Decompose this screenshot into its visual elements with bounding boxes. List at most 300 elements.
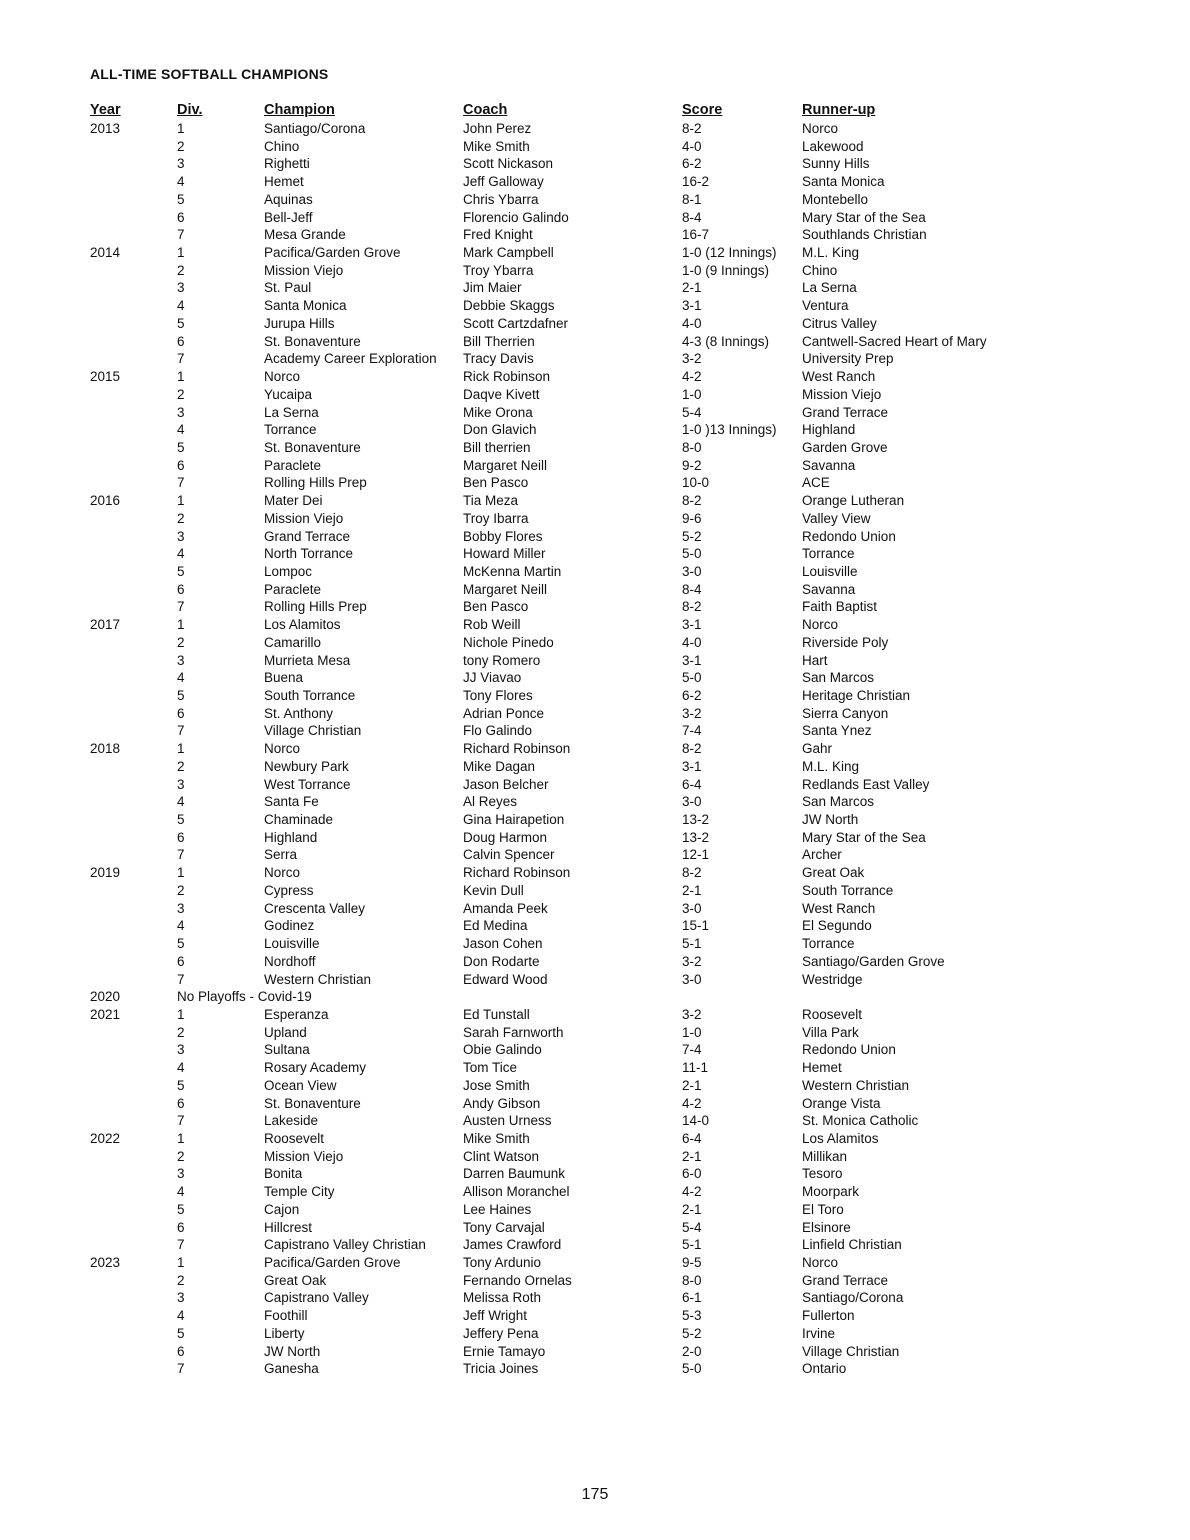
cell-runner-up: ACE <box>802 475 830 491</box>
cell-coach: Richard Robinson <box>463 741 571 757</box>
cell-score: 1-0 <box>682 1024 702 1040</box>
cell-coach: Ernie Tamayo <box>463 1343 546 1359</box>
table-row <box>90 262 1110 280</box>
cell-score: 8-1 <box>682 191 702 207</box>
cell-div: 5 <box>177 191 185 207</box>
cell-coach: Margaret Neill <box>463 581 548 597</box>
cell-champion: Jurupa Hills <box>264 315 335 331</box>
cell-score: 3-1 <box>682 617 702 633</box>
cell-div: 7 <box>177 1361 185 1377</box>
cell-coach: Mike Smith <box>463 1130 530 1146</box>
cell-champion: Rolling Hills Prep <box>264 599 367 615</box>
cell-div: 2 <box>177 1148 185 1164</box>
cell-score: 5-0 <box>682 670 702 686</box>
table-row <box>90 722 1110 740</box>
cell-coach: Edward Wood <box>463 971 548 987</box>
cell-div: 1 <box>177 741 185 757</box>
table-row <box>90 244 1110 262</box>
table-row <box>90 1289 1110 1307</box>
cell-div: 3 <box>177 1166 185 1182</box>
cell-score: 9-6 <box>682 510 702 526</box>
table-row <box>90 120 1110 138</box>
table-row <box>90 864 1110 882</box>
cell-div: 1 <box>177 493 185 509</box>
cell-score: 1-0 (12 Innings) <box>682 245 777 261</box>
cell-runner-up: Savanna <box>802 457 856 473</box>
cell-champion: Mission Viejo <box>264 1148 344 1164</box>
cell-score: 3-0 <box>682 794 702 810</box>
cell-score: 6-0 <box>682 1166 702 1182</box>
cell-runner-up: South Torrance <box>802 882 894 898</box>
cell-runner-up: Lakewood <box>802 138 864 154</box>
cell-score: 8-2 <box>682 741 702 757</box>
cell-div: 3 <box>177 1042 185 1058</box>
table-row <box>90 581 1110 599</box>
cell-score: 3-0 <box>682 563 702 579</box>
cell-div: 7 <box>177 1237 185 1253</box>
cell-score: 8-0 <box>682 439 702 455</box>
cell-coach: Howard Miller <box>463 546 546 562</box>
cell-runner-up: Mary Star of the Sea <box>802 209 926 225</box>
cell-div: 4 <box>177 1060 185 1076</box>
cell-year: 2015 <box>90 369 121 385</box>
cell-div: 2 <box>177 262 185 278</box>
cell-div: 2 <box>177 138 185 154</box>
cell-runner-up: Valley View <box>802 510 871 526</box>
cell-runner-up: M.L. King <box>802 758 860 774</box>
table-row <box>90 829 1110 847</box>
cell-champion: Norco <box>264 369 301 385</box>
cell-coach: Mike Dagan <box>463 758 536 774</box>
cell-year: 2017 <box>90 617 121 633</box>
cell-year: 2018 <box>90 741 121 757</box>
cell-champion: Western Christian <box>264 971 372 987</box>
cell-runner-up: Hemet <box>802 1060 842 1076</box>
cell-div: 5 <box>177 315 185 331</box>
cell-champion: Righetti <box>264 156 310 172</box>
cell-champion: Chaminade <box>264 812 334 828</box>
cell-runner-up: Sierra Canyon <box>802 705 889 721</box>
cell-coach: Lee Haines <box>463 1201 532 1217</box>
cell-coach: Kevin Dull <box>463 882 524 898</box>
cell-runner-up: Santiago/Corona <box>802 1290 904 1306</box>
cell-score: 1-0 <box>682 386 702 402</box>
cell-runner-up: M.L. King <box>802 245 860 261</box>
cell-div: 5 <box>177 1325 185 1341</box>
cell-champion: Capistrano Valley <box>264 1290 369 1306</box>
table-row <box>90 1059 1110 1077</box>
cell-year: 2022 <box>90 1130 121 1146</box>
cell-champion: Grand Terrace <box>264 528 351 544</box>
cell-coach: Ed Tunstall <box>463 1006 530 1022</box>
cell-div: No Playoffs - Covid-19 <box>177 989 312 1005</box>
table-row <box>90 971 1110 989</box>
cell-runner-up: Redondo Union <box>802 528 896 544</box>
cell-coach: Florencio Galindo <box>463 209 569 225</box>
table-row <box>90 350 1110 368</box>
cell-runner-up: Redondo Union <box>802 1042 896 1058</box>
table-row <box>90 935 1110 953</box>
table-row <box>90 953 1110 971</box>
cell-div: 5 <box>177 936 185 952</box>
cell-score: 1-0 (9 Innings) <box>682 262 770 278</box>
cell-champion: Hemet <box>264 174 304 190</box>
cell-coach: McKenna Martin <box>463 563 562 579</box>
cell-champion: Capistrano Valley Christian <box>264 1237 426 1253</box>
cell-div: 3 <box>177 280 185 296</box>
cell-champion: Great Oak <box>264 1272 327 1288</box>
table-row <box>90 439 1110 457</box>
cell-champion: Paraclete <box>264 581 322 597</box>
cell-score: 5-0 <box>682 546 702 562</box>
table-row <box>90 846 1110 864</box>
cell-div: 6 <box>177 457 185 473</box>
cell-score: 4-0 <box>682 315 702 331</box>
table-row <box>90 634 1110 652</box>
table-row <box>90 1219 1110 1237</box>
cell-champion: St. Bonaventure <box>264 333 361 349</box>
cell-runner-up: Redlands East Valley <box>802 776 930 792</box>
cell-runner-up: Ontario <box>802 1361 847 1377</box>
cell-div: 7 <box>177 227 185 243</box>
cell-runner-up: Santa Ynez <box>802 723 872 739</box>
cell-score: 13-2 <box>682 829 710 845</box>
table-row <box>90 1183 1110 1201</box>
cell-score: 3-2 <box>682 1006 702 1022</box>
cell-runner-up: Faith Baptist <box>802 599 878 615</box>
header-div: Div. <box>177 102 203 118</box>
cell-runner-up: Norco <box>802 121 839 136</box>
cell-runner-up: West Ranch <box>802 900 876 916</box>
table-row <box>90 669 1110 687</box>
cell-div: 1 <box>177 1255 185 1270</box>
table-row <box>90 1024 1110 1042</box>
cell-champion: Murrieta Mesa <box>264 652 351 668</box>
cell-score: 6-4 <box>682 776 702 792</box>
cell-runner-up: Citrus Valley <box>802 315 877 331</box>
cell-runner-up: Grand Terrace <box>802 1272 889 1288</box>
cell-div: 5 <box>177 688 185 703</box>
table-row <box>90 917 1110 935</box>
cell-score: 4-2 <box>682 369 702 385</box>
cell-runner-up: Los Alamitos <box>802 1130 879 1146</box>
table-row <box>90 155 1110 173</box>
table-row <box>90 1041 1110 1059</box>
cell-champion: Torrance <box>264 422 317 438</box>
table-row <box>90 598 1110 616</box>
cell-score: 8-4 <box>682 209 702 225</box>
cell-champion: Roosevelt <box>264 1130 325 1146</box>
cell-champion: Liberty <box>264 1325 305 1341</box>
cell-div: 6 <box>177 705 185 721</box>
cell-champion: Mater Dei <box>264 493 323 509</box>
cell-champion: Ocean View <box>264 1077 337 1093</box>
cell-coach: Rick Robinson <box>463 369 551 385</box>
cell-year: 2021 <box>90 1006 121 1022</box>
table-row <box>90 900 1110 918</box>
table-row <box>90 687 1110 705</box>
table-row <box>90 279 1110 297</box>
table-header <box>90 101 1110 120</box>
cell-champion: North Torrance <box>264 546 354 562</box>
cell-score: 1-0 )13 Innings) <box>682 422 777 438</box>
cell-runner-up: Savanna <box>802 581 856 597</box>
cell-div: 7 <box>177 351 185 367</box>
cell-score: 2-1 <box>682 280 702 296</box>
cell-score: 3-1 <box>682 758 702 774</box>
cell-score: 12-1 <box>682 847 710 863</box>
table-row <box>90 1254 1110 1272</box>
cell-div: 7 <box>177 475 185 491</box>
cell-div: 7 <box>177 599 185 615</box>
cell-runner-up: Orange Vista <box>802 1095 881 1111</box>
cell-coach: Sarah Farnworth <box>463 1024 564 1040</box>
table-row <box>90 1165 1110 1183</box>
cell-div: 1 <box>177 617 185 633</box>
cell-coach: Jeff Wright <box>463 1308 528 1324</box>
cell-coach: Rob Weill <box>463 617 521 633</box>
cell-runner-up: La Serna <box>802 280 857 296</box>
cell-score: 3-1 <box>682 652 702 668</box>
cell-coach: Allison Moranchel <box>463 1184 570 1200</box>
cell-champion: St. Bonaventure <box>264 439 361 455</box>
cell-div: 2 <box>177 510 185 526</box>
cell-div: 3 <box>177 776 185 792</box>
table-row <box>90 1325 1110 1343</box>
cell-champion: Rolling Hills Prep <box>264 475 367 491</box>
cell-champion: Sultana <box>264 1042 310 1058</box>
cell-div: 3 <box>177 156 185 172</box>
cell-div: 3 <box>177 1290 185 1306</box>
cell-div: 4 <box>177 1308 185 1324</box>
table-row <box>90 386 1110 404</box>
cell-runner-up: Hart <box>802 652 828 668</box>
cell-coach: Troy Ibarra <box>463 510 529 526</box>
cell-coach: Tony Carvajal <box>463 1219 545 1235</box>
cell-champion: Mission Viejo <box>264 510 344 526</box>
cell-div: 4 <box>177 918 185 934</box>
cell-champion: Yucaipa <box>264 386 313 402</box>
table-row <box>90 1095 1110 1113</box>
cell-div: 4 <box>177 1184 185 1200</box>
table-row <box>90 776 1110 794</box>
cell-coach: Bobby Flores <box>463 528 543 544</box>
table-row <box>90 315 1110 333</box>
header-runner-up: Runner-up <box>802 102 876 118</box>
cell-score: 3-2 <box>682 351 702 367</box>
cell-coach: Flo Galindo <box>463 723 533 739</box>
cell-coach: Scott Cartzdafner <box>463 315 569 331</box>
cell-runner-up: Linfield Christian <box>802 1237 902 1253</box>
table-row <box>90 421 1110 439</box>
cell-champion: Bell-Jeff <box>264 209 313 225</box>
cell-score: 6-1 <box>682 1290 702 1306</box>
cell-div: 5 <box>177 439 185 455</box>
cell-runner-up: Louisville <box>802 563 858 579</box>
cell-score: 8-0 <box>682 1272 702 1288</box>
cell-div: 3 <box>177 404 185 420</box>
cell-champion: Rosary Academy <box>264 1060 367 1076</box>
cell-score: 3-2 <box>682 953 702 969</box>
cell-champion: Lompoc <box>264 563 313 579</box>
table-row <box>90 173 1110 191</box>
cell-champion: Los Alamitos <box>264 617 341 633</box>
cell-runner-up: Garden Grove <box>802 439 888 455</box>
cell-coach: Tia Meza <box>463 493 519 509</box>
cell-champion: Norco <box>264 741 301 757</box>
cell-runner-up: Norco <box>802 617 839 633</box>
cell-score: 8-2 <box>682 865 702 881</box>
cell-coach: Ben Pasco <box>463 475 529 491</box>
cell-coach: Jeff Galloway <box>463 174 544 190</box>
cell-year: 2019 <box>90 865 121 881</box>
cell-coach: Daqve Kivett <box>463 386 540 402</box>
cell-champion: Hillcrest <box>264 1219 313 1235</box>
cell-div: 6 <box>177 829 185 845</box>
table-row <box>90 705 1110 723</box>
cell-champion: Highland <box>264 829 318 845</box>
cell-coach: Tom Tice <box>463 1060 518 1076</box>
cell-coach: Chris Ybarra <box>463 191 539 207</box>
cell-score: 10-0 <box>682 475 710 491</box>
cell-champion: Bonita <box>264 1166 303 1182</box>
cell-champion: Foothill <box>264 1308 308 1324</box>
cell-runner-up: Tesoro <box>802 1166 843 1182</box>
header-coach: Coach <box>463 102 508 118</box>
cell-runner-up: Western Christian <box>802 1077 910 1093</box>
cell-score: 4-2 <box>682 1184 702 1200</box>
cell-div: 6 <box>177 1343 185 1359</box>
cell-runner-up: Cantwell-Sacred Heart of Mary <box>802 333 987 349</box>
cell-score: 5-1 <box>682 936 702 952</box>
table-row <box>90 368 1110 386</box>
cell-coach: James Crawford <box>463 1237 562 1253</box>
cell-runner-up: Torrance <box>802 546 855 562</box>
cell-score: 5-2 <box>682 528 702 544</box>
table-row <box>90 793 1110 811</box>
cell-coach: Jeffery Pena <box>463 1325 539 1341</box>
cell-champion: West Torrance <box>264 776 351 792</box>
cell-champion: Santa Monica <box>264 298 347 314</box>
page-title: ALL-TIME SOFTBALL CHAMPIONS <box>90 66 329 82</box>
cell-coach: JJ Viavao <box>463 670 522 686</box>
cell-coach: Ben Pasco <box>463 599 529 615</box>
cell-score: 6-2 <box>682 688 702 703</box>
cell-champion: Buena <box>264 670 304 686</box>
cell-coach: Clint Watson <box>463 1148 540 1164</box>
cell-coach: Obie Galindo <box>463 1042 542 1058</box>
cell-champion: Godinez <box>264 918 315 934</box>
cell-div: 7 <box>177 847 185 863</box>
cell-score: 13-2 <box>682 812 710 828</box>
cell-runner-up: El Segundo <box>802 918 872 934</box>
cell-div: 6 <box>177 209 185 225</box>
cell-coach: Margaret Neill <box>463 457 548 473</box>
table-row <box>90 474 1110 492</box>
cell-div: 4 <box>177 298 185 314</box>
cell-div: 4 <box>177 422 185 438</box>
table-row <box>90 1236 1110 1254</box>
table-row <box>90 1077 1110 1095</box>
table-row <box>90 138 1110 156</box>
cell-score: 7-4 <box>682 1042 702 1058</box>
cell-score: 5-3 <box>682 1308 702 1324</box>
cell-div: 7 <box>177 971 185 987</box>
cell-div: 2 <box>177 758 185 774</box>
cell-score: 14-0 <box>682 1113 710 1129</box>
cell-score: 9-5 <box>682 1255 702 1270</box>
cell-div: 5 <box>177 1201 185 1217</box>
cell-champion: Upland <box>264 1024 307 1040</box>
cell-score: 8-2 <box>682 121 702 136</box>
cell-score: 3-2 <box>682 705 702 721</box>
table-row <box>90 404 1110 422</box>
cell-div: 2 <box>177 882 185 898</box>
cell-score: 5-4 <box>682 1219 702 1235</box>
cell-champion: La Serna <box>264 404 319 420</box>
cell-score: 2-1 <box>682 882 702 898</box>
cell-year: 2014 <box>90 245 121 261</box>
cell-score: 9-2 <box>682 457 702 473</box>
header-score: Score <box>682 102 723 118</box>
cell-score: 4-3 (8 Innings) <box>682 333 770 349</box>
cell-runner-up: Montebello <box>802 191 869 207</box>
cell-runner-up: San Marcos <box>802 670 875 686</box>
cell-year: 2023 <box>90 1255 121 1270</box>
cell-coach: Scott Nickason <box>463 156 554 172</box>
cell-score: 4-0 <box>682 634 702 650</box>
page-number: 175 <box>581 1486 609 1503</box>
table-row <box>90 226 1110 244</box>
cell-runner-up: Archer <box>802 847 842 863</box>
cell-champion: Newbury Park <box>264 758 349 774</box>
cell-coach: Jason Cohen <box>463 936 543 952</box>
cell-runner-up: Santiago/Garden Grove <box>802 953 945 969</box>
cell-runner-up: Torrance <box>802 936 855 952</box>
cell-champion: Crescenta Valley <box>264 900 366 916</box>
cell-champion: Santa Fe <box>264 794 319 810</box>
table-row <box>90 209 1110 227</box>
cell-runner-up: St. Monica Catholic <box>802 1113 919 1129</box>
cell-champion: JW North <box>264 1343 321 1359</box>
cell-runner-up: Orange Lutheran <box>802 493 905 509</box>
cell-coach: Gina Hairapetion <box>463 812 565 828</box>
cell-runner-up: Riverside Poly <box>802 634 889 650</box>
cell-runner-up: Ventura <box>802 298 849 314</box>
cell-coach: Don Glavich <box>463 422 537 438</box>
cell-champion: Cajon <box>264 1201 300 1217</box>
table-row <box>90 882 1110 900</box>
cell-coach: Ed Medina <box>463 918 528 934</box>
cell-div: 4 <box>177 174 185 190</box>
cell-coach: Tony Ardunio <box>463 1255 542 1270</box>
table-row <box>90 528 1110 546</box>
cell-runner-up: Highland <box>802 422 856 438</box>
cell-runner-up: San Marcos <box>802 794 875 810</box>
cell-runner-up: Millikan <box>802 1148 848 1164</box>
cell-runner-up: Villa Park <box>802 1024 859 1040</box>
cell-score: 5-2 <box>682 1325 702 1341</box>
cell-champion: Camarillo <box>264 634 322 650</box>
cell-div: 1 <box>177 865 185 881</box>
cell-div: 1 <box>177 1006 185 1022</box>
cell-div: 2 <box>177 386 185 402</box>
cell-div: 4 <box>177 546 185 562</box>
table-row <box>90 1148 1110 1166</box>
cell-coach: Jim Maier <box>463 280 522 296</box>
cell-coach: Tricia Joines <box>463 1361 539 1377</box>
cell-runner-up: Chino <box>802 262 838 278</box>
